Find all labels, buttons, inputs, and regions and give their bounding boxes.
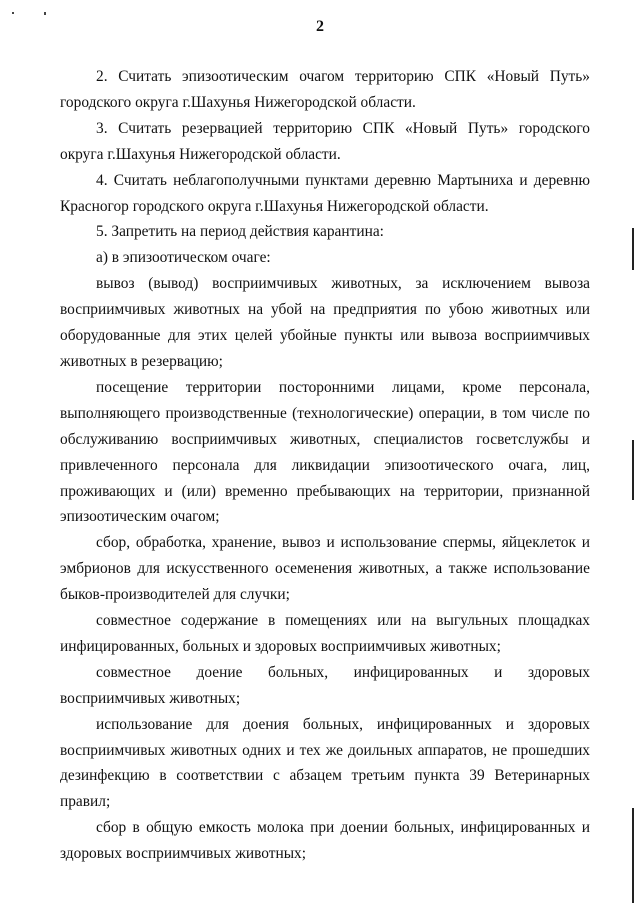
prohibition-visits: посещение территории посторонними лицами, кроме персонала, выполняющего производственные (технологические) операции, в том числе по обслуживанию восприимчивых животных, специалистов госветслужбы и привлеченного персонала для ликвидации эпизоотического очага, лиц, проживающих и (или) временно пребывающих на территории, признанной эпизоотическим очагом; <box>60 378 590 526</box>
prohibition-joint-milking: совместное доение больных, инфицированных и здоровых восприимчивых животных; <box>60 663 590 707</box>
prohibition-milk-collection: сбор в общую емкость молока при доении больных, инфицированных и здоровых восприимчивых животных; <box>60 819 590 863</box>
prohibition-export: вывоз (вывод) восприимчивых животных, за исключением вывоза восприимчивых животных на убой на предприятия по убою животных или оборудованные для этих целей убойные пункты или вывоза восприимчивых животных в резервацию; <box>60 275 590 370</box>
scan-edge-line <box>632 228 634 270</box>
page-number: 2 <box>316 18 324 35</box>
paragraph-item-2: 2. Считать эпизоотическим очагом территорию СПК «Новый Путь» городского округа г.Шахунья Нижегородской области. <box>60 68 590 111</box>
scan-speck <box>44 12 46 15</box>
prohibition-semen: сбор, обработка, хранение, вывоз и использование спермы, яйцеклеток и эмбрионов для искусственного осеменения животных, а также использование быков-производителей для случки; <box>60 534 590 604</box>
scan-speck <box>12 12 14 14</box>
paragraph-item-5: 5. Запретить на период действия карантина: <box>96 223 384 241</box>
scan-edge-line <box>632 440 634 500</box>
paragraph-item-4: 4. Считать неблагополучными пунктами деревню Мартыниха и деревню Красногор городского округа г.Шахунья Нижегородской области. <box>60 171 590 215</box>
scan-edge-line <box>632 808 634 903</box>
paragraph-item-3: 3. Считать резервацией территорию СПК «Новый Путь» городского округа г.Шахунья Нижегородской области. <box>60 119 590 163</box>
prohibition-shared-equipment: использование для доения больных, инфицированных и здоровых восприимчивых животных одних и тех же доильных аппаратов, не прошедших дезинфекцию в соответствии с абзацем третьим пункта 39 Ветеринарных правил; <box>60 715 590 811</box>
subitem-a-heading: а) в эпизоотическом очаге: <box>96 249 271 267</box>
prohibition-joint-keeping: совместное содержание в помещениях или на выгульных площадках инфицированных, больных и здоровых восприимчивых животных; <box>60 612 590 655</box>
document-body <box>60 64 590 867</box>
